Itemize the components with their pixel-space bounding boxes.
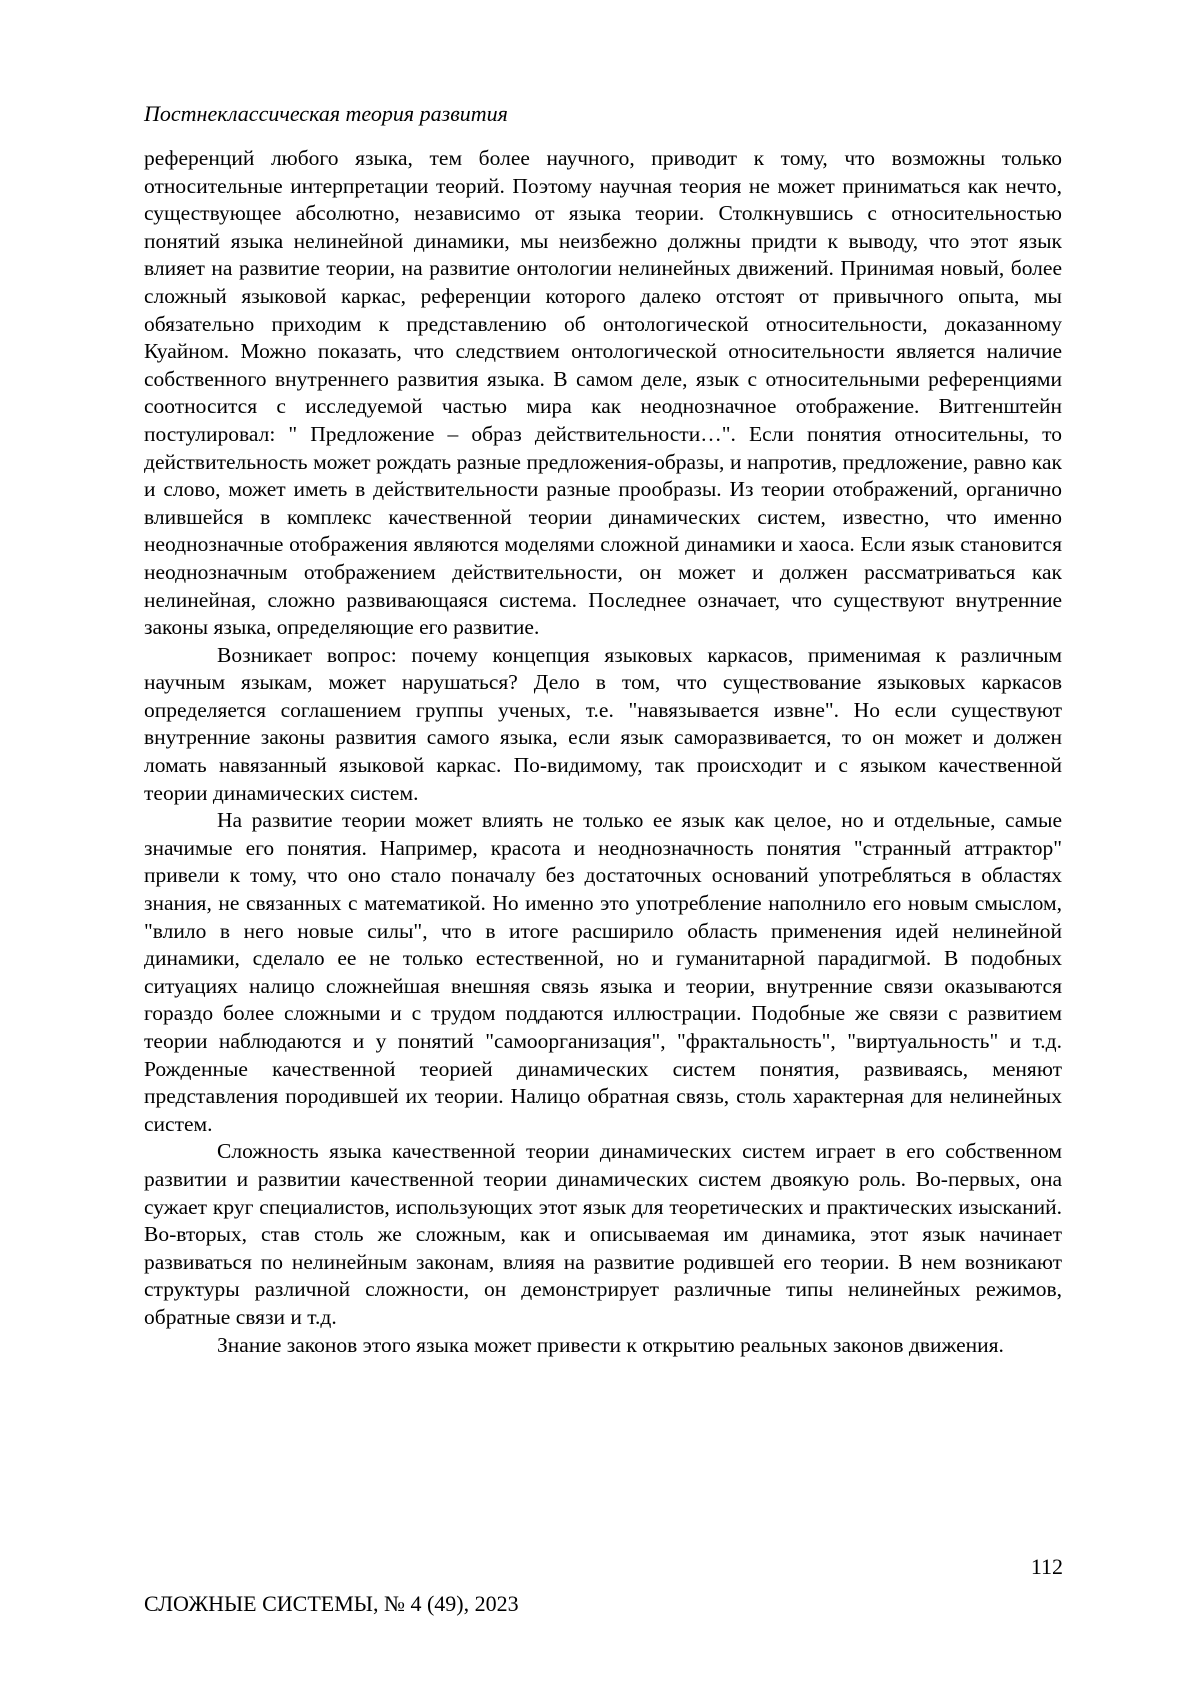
journal-footer: СЛОЖНЫЕ СИСТЕМЫ, № 4 (49), 2023 [144, 1590, 519, 1618]
paragraph-2: Возникает вопрос: почему концепция языковых каркасов, применимая к различным научным языкам, может нарушаться? Дело в том, что существование языковых каркасов определяется соглашением группы ученых, т.е. "навязывается извне". Но если существуют внутренние законы развития самого языка, если язык саморазвивается, то он может и должен ломать навязанный языковой каркас. По-видимому, так происходит и с языком качественной теории динамических систем. [144, 642, 1062, 808]
paragraph-3: На развитие теории может влиять не только ее язык как целое, но и отдельные, самые значимые его понятия. Например, красота и неоднозначность понятия "странный аттрактор" привели к тому, что оно стало поначалу без достаточных оснований употребляться в областях знания, не связанных с математикой. Но именно это употребление наполнило его новым смыслом, "влило в него новые силы", что в итоге расширило область применения идей нелинейной динамики, сделало ее не только естественной, но и гуманитарной парадигмой. В подобных ситуациях налицо сложнейшая внешняя связь языка и теории, внутренние связи оказываются гораздо более сложными и с трудом поддаются иллюстрации. Подобные же связи с развитием теории наблюдаются и у понятий "самоорганизация", "фрактальность", "виртуальность" и т.д. Рожденные качественной теорией динамических систем понятия, развиваясь, меняют представления породившей их теории. Налицо обратная связь, столь характерная для нелинейных систем. [144, 807, 1062, 1138]
page-number: 112 [1031, 1553, 1063, 1581]
paragraph-5: Знание законов этого языка может привести к открытию реальных законов движения. [144, 1332, 1062, 1360]
running-header-title: Постнеклассическая теория развития [144, 100, 508, 128]
paragraph-4: Сложность языка качественной теории динамических систем играет в его собственном развитии и развитии качественной теории динамических систем двоякую роль. Во-первых, она сужает круг специалистов, использующих этот язык для теоретических и практических изысканий. Во-вторых, став столь же сложным, как и описываемая им динамика, этот язык начинает развиваться по нелинейным законам, влияя на развитие родившей его теории. В нем возникают структуры различной сложности, он демонстрирует различные типы нелинейных режимов, обратные связи и т.д. [144, 1138, 1062, 1331]
article-body [144, 145, 1062, 1359]
paragraph-1: референций любого языка, тем более научного, приводит к тому, что возможны только относительные интерпретации теорий. Поэтому научная теория не может приниматься как нечто, существующее абсолютно, независимо от языка теории. Столкнувшись с относительностью понятий языка нелинейной динамики, мы неизбежно должны придти к выводу, что этот язык влияет на развитие теории, на развитие онтологии нелинейных движений. Принимая новый, более сложный языковой каркас, референции которого далеко отстоят от привычного опыта, мы обязательно приходим к представлению об онтологической относительности, доказанному Куайном. Можно показать, что следствием онтологической относительности является наличие собственного внутреннего развития языка. В самом деле, язык с относительными референциями соотносится с исследуемой частью мира как неоднозначное отображение. Витгенштейн постулировал: " Предложение – образ действительности…". Если понятия относительны, то действительность может рождать разные предложения-образы, и напротив, предложение, равно как и слово, может иметь в действительности разные прообразы. Из теории отображений, органично влившейся в комплекс качественной теории динамических систем, известно, что именно неоднозначные отображения являются моделями сложной динамики и хаоса. Если язык становится неоднозначным отображением действительности, он может и должен рассматриваться как нелинейная, сложно развивающаяся система. Последнее означает, что существуют внутренние законы языка, определяющие его развитие. [144, 145, 1062, 642]
document-page [0, 0, 1200, 1697]
